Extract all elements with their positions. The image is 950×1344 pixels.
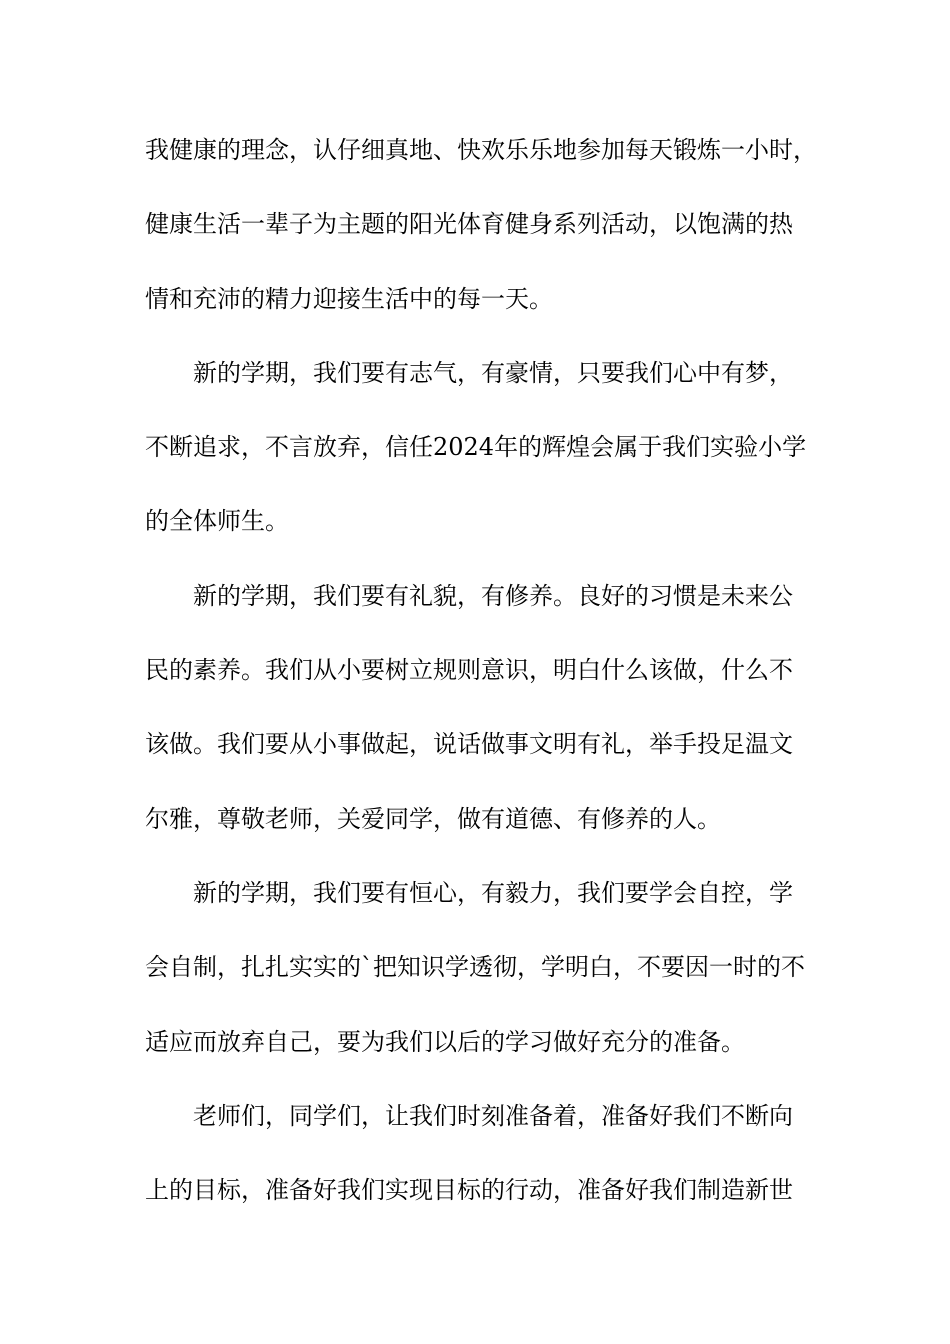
text-line: 适应而放弃自己，要为我们以后的学习做好充分的准备。 — [145, 1027, 745, 1056]
paragraph-first-line: 新的学期，我们要有礼貌，有修养。良好的习惯是未来公 — [193, 581, 793, 610]
document-body — [145, 126, 817, 1240]
text-line: 会自制，扎扎实实的`把知识学透彻，学明白，不要因一时的不 — [145, 953, 805, 982]
text-line: 情和充沛的精力迎接生活中的每一天。 — [145, 284, 553, 313]
text-line: 不断追求，不言放弃，信任2024年的辉煌会属于我们实验小学 — [145, 433, 807, 462]
text-line: 尔雅，尊敬老师，关爱同学，做有道德、有修养的人。 — [145, 804, 721, 833]
text-line: 健康生活一辈子为主题的阳光体育健身系列活动，以饱满的热 — [145, 210, 793, 239]
paragraph-first-line: 老师们，同学们，让我们时刻准备着，准备好我们不断向 — [193, 1101, 793, 1130]
paragraph-first-line: 新的学期，我们要有恒心，有毅力，我们要学会自控，学 — [193, 878, 793, 907]
text-line: 我健康的理念，认仔细真地、快欢乐乐地参加每天锻炼一小时， — [145, 136, 817, 164]
text-line: 上的目标，准备好我们实现目标的行动，准备好我们制造新世 — [145, 1176, 793, 1205]
text-line: 民的素养。我们从小要树立规则意识，明白什么该做，什么不 — [145, 656, 793, 685]
text-line: 的全体师生。 — [145, 507, 289, 536]
paragraph-first-line: 新的学期，我们要有志气，有豪情，只要我们心中有梦， — [193, 358, 793, 387]
text-line: 该做。我们要从小事做起，说话做事文明有礼，举手投足温文 — [145, 730, 793, 759]
